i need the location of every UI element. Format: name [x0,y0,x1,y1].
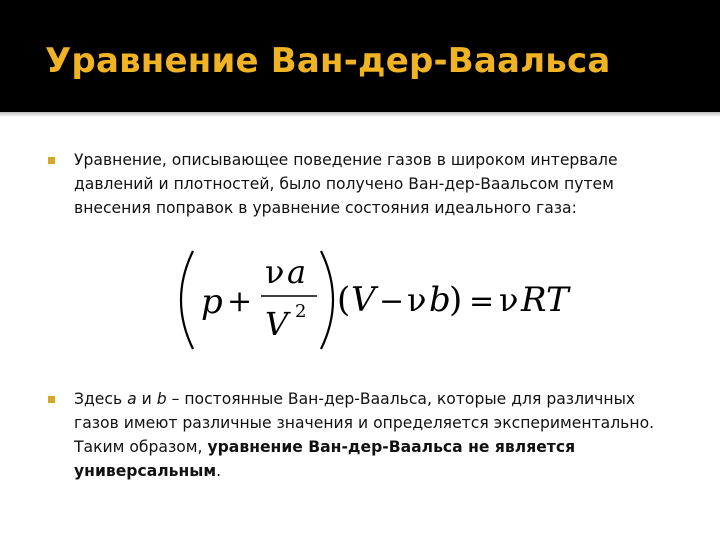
bullet-marker-1 [48,157,55,164]
bullet-marker-2 [48,396,55,403]
bullet2-line-2: газов имеют различные значения и определяется экспериментально. [74,414,655,432]
slide-title: Уравнение Ван-дер-Ваальса [45,41,611,81]
formula-minus: − [379,284,405,319]
big-right-paren [321,251,333,349]
bullet2-line-3 [74,435,694,459]
formula-V-1: V [265,305,289,343]
bullet2-line3-bold: уравнение Ван-дер-Ваальса не является [207,438,576,456]
formula-plus-1: + [227,284,253,319]
formula-V-2: V [351,280,376,320]
big-left-paren [181,251,193,349]
formula-nu-1: ν [265,253,285,291]
bullet2-and: и [136,390,157,408]
bullet2-line3-prefix: Таким образом, [74,438,208,456]
bullet2-line4-bold: универсальным [74,462,217,480]
formula-nu-3: ν [499,281,519,319]
constant-b: b [156,390,167,408]
bullet2-line-4 [74,459,694,483]
bullet1-line-2: давлений и плотностей, было получено Ван-дер-Ваальсом путем [74,175,614,193]
title-bar [0,0,720,112]
formula-b: b [429,280,451,320]
formula-equals: = [469,284,495,319]
bullet-text-2 [74,387,694,483]
formula-exponent-2: 2 [295,301,307,322]
bullet2-line1-prefix: Здесь [74,390,128,408]
formula-a: a [287,253,307,291]
bullet-text-1 [74,148,694,220]
bullet2-line1-suffix: – постоянные Ван-дер-Ваальса, которые для различных [166,390,636,408]
formula-open-paren: ( [337,280,351,320]
bullet1-line-1: Уравнение, описывающее поведение газов в широком интервале [74,151,618,169]
formula-RT: RT [521,280,569,320]
bullet2-line4-suffix: . [216,462,222,480]
bullet1-line-3: внесения поправок в уравнение состояния идеального газа: [74,199,577,217]
formula-close-paren: ) [449,280,463,320]
van-der-waals-equation [175,245,585,355]
title-divider [0,112,720,117]
formula-nu-2: ν [407,281,427,319]
constant-a: a [127,390,137,408]
bullet2-line-1 [74,387,694,411]
formula-p: p [201,282,223,322]
